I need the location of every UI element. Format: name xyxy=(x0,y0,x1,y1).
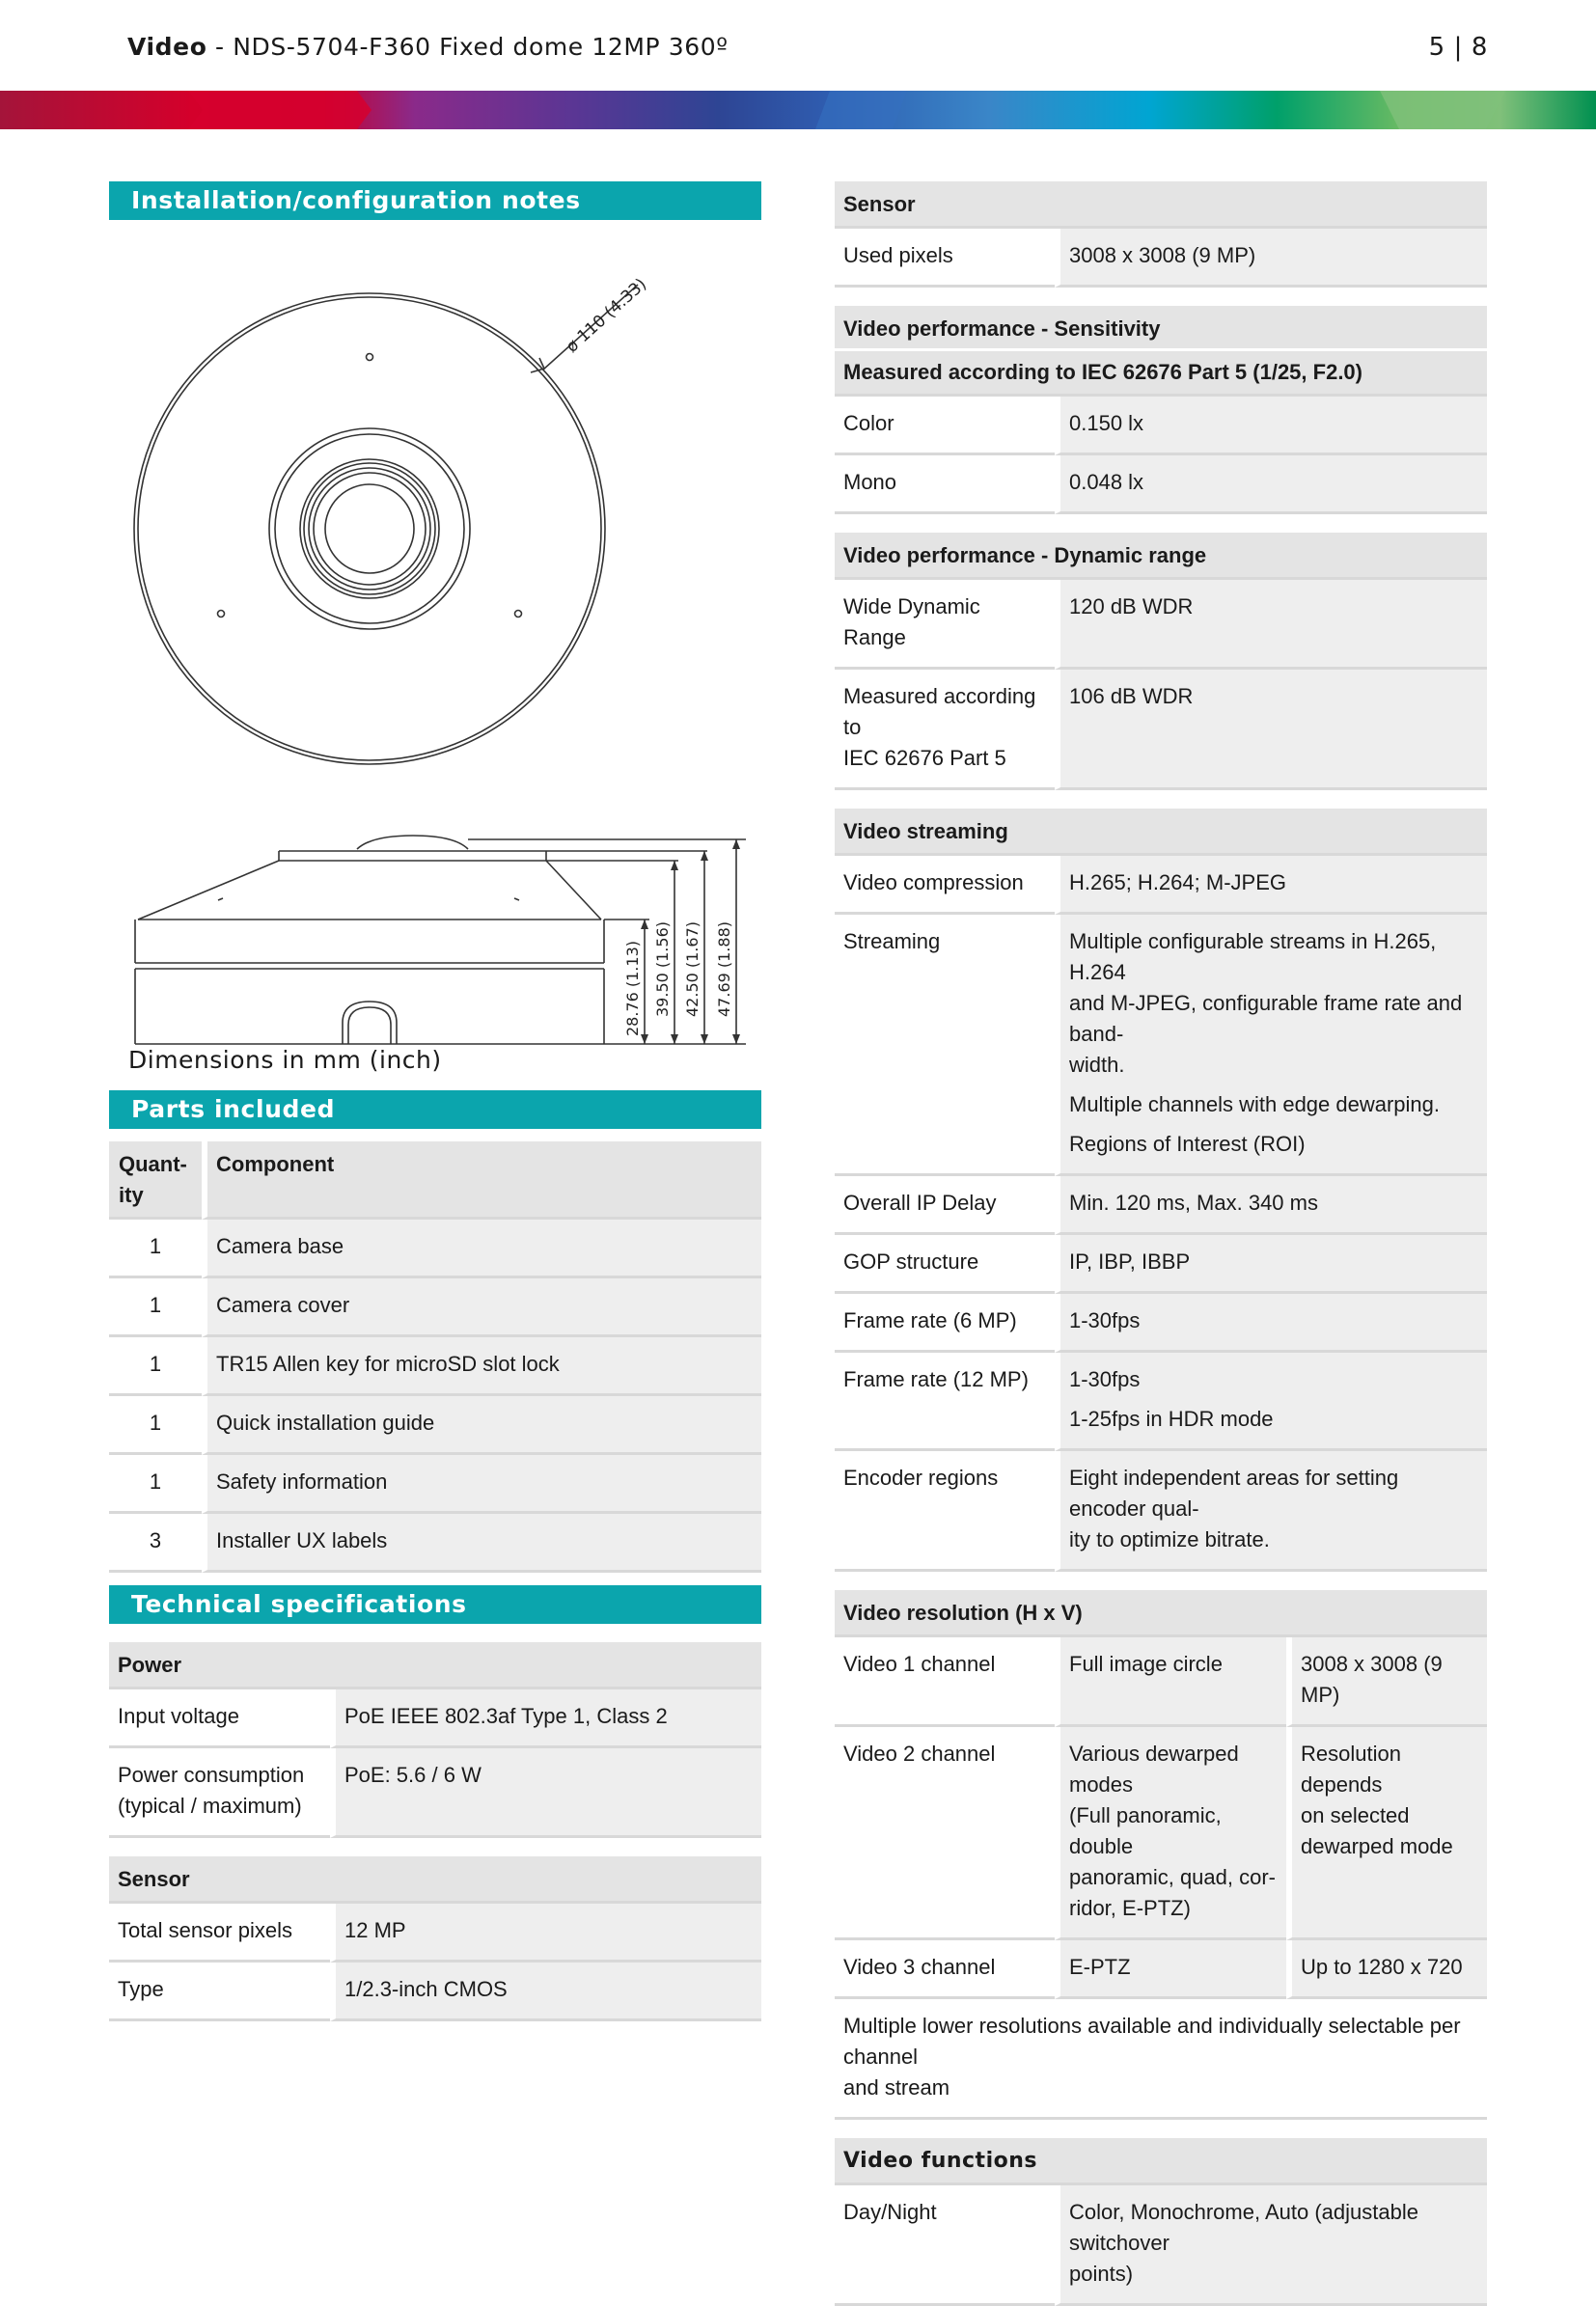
table-row: Encoder regions Eight independent areas for setting encoder qual- ity to optimize bitrate. xyxy=(835,1451,1487,1572)
parts-col-qty: Quant- ity xyxy=(109,1141,202,1220)
sensitivity-table xyxy=(835,306,1487,514)
height-label-2: 39.50 (1.56) xyxy=(653,921,672,1017)
resolution-table xyxy=(835,1590,1487,2120)
sensor-title: Sensor xyxy=(835,181,1487,229)
table-row: Mono 0.048 lx xyxy=(835,455,1487,514)
table-row: Video 2 channel Various dewarped modes (Full panoramic, double panoramic, quad, cor- ridor, E-PTZ) Resolution depends on selected dewarped mode xyxy=(835,1727,1487,1940)
sensitivity-title: Video performance - Sensitivity xyxy=(835,306,1487,351)
height-label-4: 47.69 (1.88) xyxy=(715,921,733,1017)
dimensions-caption: Dimensions in mm (inch) xyxy=(128,1046,442,1074)
table-row: Measured according to IEC 62676 Part 5 106 dB WDR xyxy=(835,670,1487,790)
sensor-right-table xyxy=(835,181,1487,288)
brand-color-bar xyxy=(0,91,1596,129)
streaming-title: Video streaming xyxy=(835,809,1487,856)
table-row: Video 1 channel Full image circle 3008 x 3008 (9 MP) xyxy=(835,1637,1487,1727)
table-row: Frame rate (12 MP) 1-30fps 1-25fps in HDR mode xyxy=(835,1353,1487,1451)
header-title: - NDS-5704-F360 Fixed dome 12MP 360º xyxy=(206,33,729,61)
table-row: Total sensor pixels 12 MP xyxy=(109,1904,761,1963)
table-row: 1 TR15 Allen key for microSD slot lock xyxy=(109,1337,761,1396)
parts-col-component: Component xyxy=(202,1141,761,1220)
parts-heading: Parts included xyxy=(109,1090,761,1129)
height-label-1: 28.76 (1.13) xyxy=(623,941,642,1036)
table-row: 1 Camera cover xyxy=(109,1278,761,1337)
page-header xyxy=(127,33,1488,71)
video-functions-table xyxy=(835,2138,1487,2306)
page-number: 5 | 8 xyxy=(1428,33,1488,62)
left-column xyxy=(109,181,761,2021)
techspecs-heading: Technical specifications xyxy=(109,1585,761,1624)
table-row: Day/Night Color, Monochrome, Auto (adjustable switchover points) xyxy=(835,2185,1487,2306)
dimension-drawing xyxy=(109,220,761,1088)
table-row: Wide Dynamic Range 120 dB WDR xyxy=(835,580,1487,670)
right-column xyxy=(835,181,1487,2306)
sensitivity-subtitle: Measured according to IEC 62676 Part 5 (1/25, F2.0) xyxy=(835,351,1487,397)
parts-header-row xyxy=(109,1141,761,1220)
table-row: Video 3 channel E-PTZ Up to 1280 x 720 xyxy=(835,1940,1487,1999)
table-row: Frame rate (6 MP) 1-30fps xyxy=(835,1294,1487,1353)
header-title-bold: Video xyxy=(127,33,207,61)
diameter-label: ø 110 (4.33) xyxy=(562,274,651,357)
installation-heading: Installation/configuration notes xyxy=(109,181,761,220)
sensor-left-title: Sensor xyxy=(109,1856,761,1904)
table-row: 1 Quick installation guide xyxy=(109,1396,761,1455)
camera-dimension-drawing xyxy=(109,220,761,1088)
resolution-title: Video resolution (H x V) xyxy=(835,1590,1487,1637)
table-row: GOP structure IP, IBP, IBBP xyxy=(835,1235,1487,1294)
video-functions-title: Video functions xyxy=(835,2138,1487,2185)
table-row: Multiple lower resolutions available and individually selectable per channel and stream xyxy=(835,1999,1487,2120)
table-row: Power consumption (typical / maximum) PoE: 5.6 / 6 W xyxy=(109,1748,761,1838)
table-row: 1 Safety information xyxy=(109,1455,761,1514)
sensor-left-table xyxy=(109,1856,761,2021)
dynamic-range-title: Video performance - Dynamic range xyxy=(835,533,1487,580)
table-row: Color 0.150 lx xyxy=(835,397,1487,455)
streaming-table xyxy=(835,809,1487,1572)
power-table xyxy=(109,1642,761,1838)
power-title: Power xyxy=(109,1642,761,1689)
parts-table xyxy=(109,1141,761,1573)
dynamic-range-table xyxy=(835,533,1487,790)
table-row: Overall IP Delay Min. 120 ms, Max. 340 ms xyxy=(835,1176,1487,1235)
table-row: Type 1/2.3-inch CMOS xyxy=(109,1963,761,2021)
table-row: 1 Camera base xyxy=(109,1220,761,1278)
table-row: Used pixels 3008 x 3008 (9 MP) xyxy=(835,229,1487,288)
table-row: Input voltage PoE IEEE 802.3af Type 1, Class 2 xyxy=(109,1689,761,1748)
table-row: Video compression H.265; H.264; M-JPEG xyxy=(835,856,1487,915)
table-row: 3 Installer UX labels xyxy=(109,1514,761,1573)
height-label-3: 42.50 (1.67) xyxy=(683,921,702,1017)
table-row: Streaming Multiple configurable streams in H.265, H.264 and M-JPEG, configurable frame rate and band- width. Multiple channels with edge dewarping. Regions of Interest (ROI) xyxy=(835,915,1487,1176)
